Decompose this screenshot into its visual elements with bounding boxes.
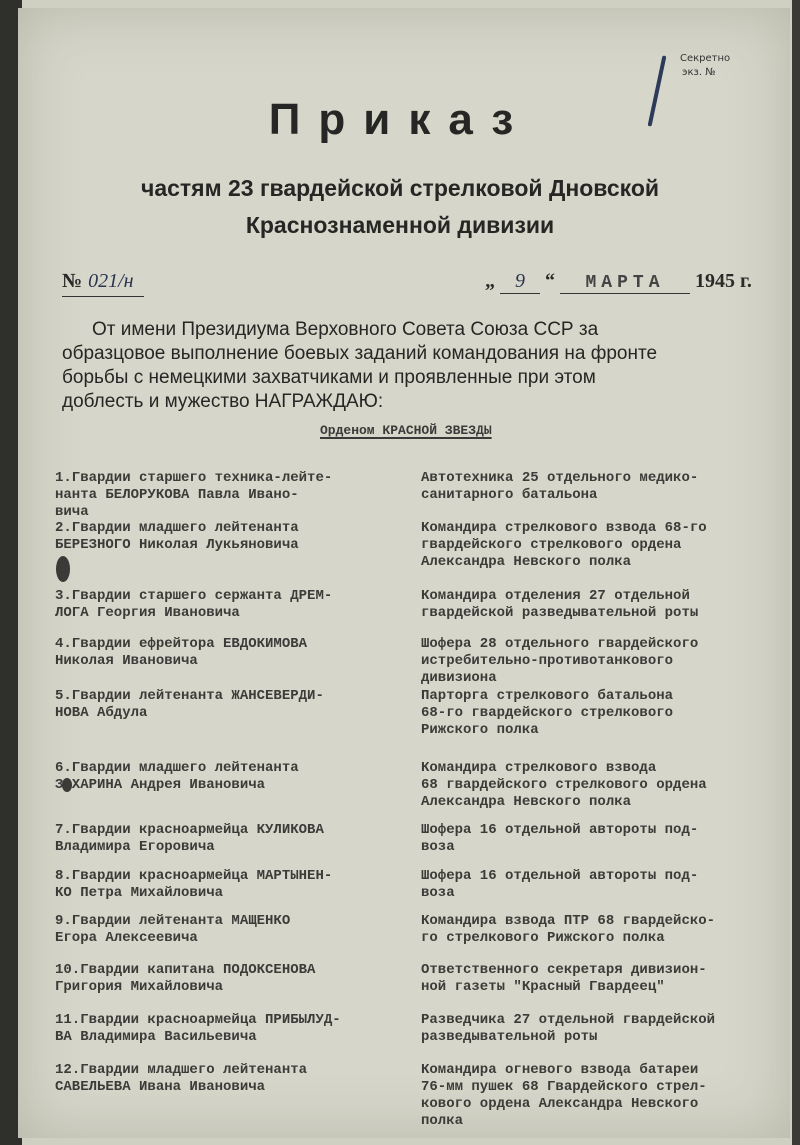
order-number-prefix: № bbox=[62, 270, 83, 292]
awardee-name-line: 9.Гвардии лейтенанта МАЩЕНКО bbox=[55, 913, 291, 929]
awardee-position bbox=[421, 688, 781, 739]
awardee-name bbox=[55, 1062, 405, 1096]
awardee-name bbox=[55, 1012, 405, 1046]
order-date bbox=[485, 270, 752, 296]
awardee-name bbox=[55, 760, 405, 794]
awardee-name-line: ВА Владимира Васильевича bbox=[55, 1029, 257, 1045]
awardee-name-line: 11.Гвардии красноармейца ПРИБЫЛУД- bbox=[55, 1012, 341, 1028]
awardee-name-line: 10.Гвардии капитана ПОДОКСЕНОВА bbox=[55, 962, 316, 978]
awardee-position-line: гвардейской разведывательной роты bbox=[421, 605, 699, 621]
awardee-position-line: Командира огневого взвода батареи bbox=[421, 1062, 699, 1078]
awardee-position-line: Рижского полка bbox=[421, 722, 539, 738]
awardee-position-line: полка bbox=[421, 1113, 464, 1129]
order-number-value: 021/н bbox=[88, 270, 134, 292]
awardee-name-line: 8.Гвардии красноармейца МАРТЫНЕН- bbox=[55, 868, 333, 884]
awardee-position-line: Разведчика 27 отдельной гвардейской bbox=[421, 1012, 716, 1028]
copy-number-label: экз. № bbox=[682, 67, 716, 78]
awardee-name-line: Егора Алексеевича bbox=[55, 930, 198, 946]
awardee-name-line: Григория Михайловича bbox=[55, 979, 224, 995]
awardee-name bbox=[55, 822, 405, 856]
awardee-name bbox=[55, 636, 405, 670]
awardee-position-line: Командира отделения 27 отдельной bbox=[421, 588, 690, 604]
awardee-name-line: вича bbox=[55, 504, 89, 520]
awardee-position bbox=[421, 520, 781, 571]
document-subtitle-line2: Краснознаменной дивизии bbox=[245, 212, 555, 238]
awardee-position-line: Командира стрелкового взвода bbox=[421, 760, 657, 776]
awardee-position bbox=[421, 760, 781, 811]
awardee-name bbox=[55, 688, 405, 722]
awardee-name-line: 2.Гвардии младшего лейтенанта bbox=[55, 520, 299, 536]
awardee-name bbox=[55, 962, 405, 996]
awardee-name-line: Владимира Егоровича bbox=[55, 839, 215, 855]
awardee-position-line: Парторга стрелкового батальона bbox=[421, 688, 674, 704]
awardee-name-line: 1.Гвардии старшего техника-лейте- bbox=[55, 470, 333, 486]
awardee-position bbox=[421, 636, 781, 687]
awardee-position bbox=[421, 1062, 781, 1130]
order-preamble bbox=[62, 318, 762, 414]
ink-blot bbox=[56, 556, 70, 582]
awardee-name-line: НОВА Абдула bbox=[55, 705, 148, 721]
date-close-quote: “ bbox=[545, 270, 555, 292]
awardee-name-line: ЛОГА Георгия Ивановича bbox=[55, 605, 240, 621]
awardee-name-line: 12.Гвардии младшего лейтенанта bbox=[55, 1062, 308, 1078]
awardee-position-line: 68 гвардейского стрелкового ордена bbox=[421, 777, 707, 793]
date-suffix: г. bbox=[740, 270, 752, 292]
awardee-position-line: разведывательной роты bbox=[421, 1029, 598, 1045]
awardee-position bbox=[421, 962, 781, 996]
awardee-name bbox=[55, 520, 405, 554]
awardee-position-line: Командира стрелкового взвода 68-го bbox=[421, 520, 707, 536]
award-section-heading: Орденом КРАСНОЙ ЗВЕЗДЫ bbox=[320, 423, 492, 438]
awardee-position bbox=[421, 822, 781, 856]
awardee-name bbox=[55, 470, 405, 521]
awardee-position bbox=[421, 913, 781, 947]
awardee-name-line: БЕРЕЗНОГО Николая Лукьяновича bbox=[55, 537, 299, 553]
awardee-name-line: 6.Гвардии младшего лейтенанта bbox=[55, 760, 299, 776]
awardee-position-line: воза bbox=[421, 885, 455, 901]
awardee-name bbox=[55, 868, 405, 902]
awardee-position-line: кового ордена Александра Невского bbox=[421, 1096, 699, 1112]
awardee-position-line: 68-го гвардейского стрелкового bbox=[421, 705, 674, 721]
document-subtitle-line1: частям 23 гвардейской стрелковой Дновской bbox=[140, 175, 660, 201]
awardee-position bbox=[421, 588, 781, 622]
awardee-name-line: 3.Гвардии старшего сержанта ДРЕМ- bbox=[55, 588, 333, 604]
awardee-name-line: нанта БЕЛОРУКОВА Павла Ивано- bbox=[55, 487, 299, 503]
awardee-name-line: Николая Ивановича bbox=[55, 653, 198, 669]
awardee-name-line: 5.Гвардии лейтенанта ЖАНСЕВЕРДИ- bbox=[55, 688, 324, 704]
awardee-position-line: Автотехника 25 отдельного медико- bbox=[421, 470, 699, 486]
preamble-line: доблесть и мужество НАГРАЖДАЮ: bbox=[62, 391, 384, 412]
awardee-position-line: Александра Невского полка bbox=[421, 554, 632, 570]
awardee-position bbox=[421, 1012, 781, 1046]
awardee-position-line: Александра Невского полка bbox=[421, 794, 632, 810]
awardee-position-line: дивизиона bbox=[421, 670, 497, 686]
awardee-name-line: ЗАХАРИНА Андрея Ивановича bbox=[55, 777, 266, 793]
date-month: МАРТА bbox=[560, 273, 690, 294]
preamble-line: борьбы с немецкими захватчиками и проявленные при этом bbox=[62, 367, 596, 388]
awardee-position-line: Командира взвода ПТР 68 гвардейско- bbox=[421, 913, 716, 929]
awardee-position-line: воза bbox=[421, 839, 455, 855]
date-year-digit: 5 bbox=[725, 270, 735, 292]
awardee-name-line: КО Петра Михайловича bbox=[55, 885, 224, 901]
order-number bbox=[62, 270, 144, 297]
awardee-position bbox=[421, 868, 781, 902]
awardee-position-line: истребительно-противотанкового bbox=[421, 653, 674, 669]
awardee-position-line: Шофера 28 отдельного гвардейского bbox=[421, 636, 699, 652]
awardee-name-line: 7.Гвардии красноармейца КУЛИКОВА bbox=[55, 822, 324, 838]
date-open-quote: „ bbox=[485, 270, 495, 292]
date-year-prefix: 194 bbox=[695, 270, 725, 292]
awardee-position-line: гвардейского стрелкового ордена bbox=[421, 537, 682, 553]
awardee-name bbox=[55, 588, 405, 622]
awardee-position-line: 76-мм пушек 68 Гвардейского стрел- bbox=[421, 1079, 707, 1095]
awardee-position-line: Шофера 16 отдельной автороты под- bbox=[421, 868, 699, 884]
secrecy-stamp bbox=[680, 52, 730, 80]
date-day: 9 bbox=[500, 270, 540, 294]
awardee-position-line: Ответственного секретаря дивизион- bbox=[421, 962, 707, 978]
awardee-name-line: САВЕЛЬЕВА Ивана Ивановича bbox=[55, 1079, 266, 1095]
secret-label: Секретно bbox=[680, 53, 731, 64]
awardee-position bbox=[421, 470, 781, 504]
awardee-position-line: го стрелкового Рижского полка bbox=[421, 930, 665, 946]
preamble-line: образцовое выполнение боевых заданий командования на фронте bbox=[62, 343, 658, 364]
scan-border-right bbox=[792, 0, 800, 1145]
preamble-line: От имени Президиума Верховного Совета Союза ССР за bbox=[92, 319, 599, 340]
awardee-position-line: ной газеты "Красный Гвардеец" bbox=[421, 979, 665, 995]
awardee-position-line: санитарного батальона bbox=[421, 487, 598, 503]
awardee-position-line: Шофера 16 отдельной автороты под- bbox=[421, 822, 699, 838]
awardee-name-line: 4.Гвардии ефрейтора ЕВДОКИМОВА bbox=[55, 636, 308, 652]
document-title: Приказ bbox=[268, 95, 532, 144]
awardee-name bbox=[55, 913, 405, 947]
